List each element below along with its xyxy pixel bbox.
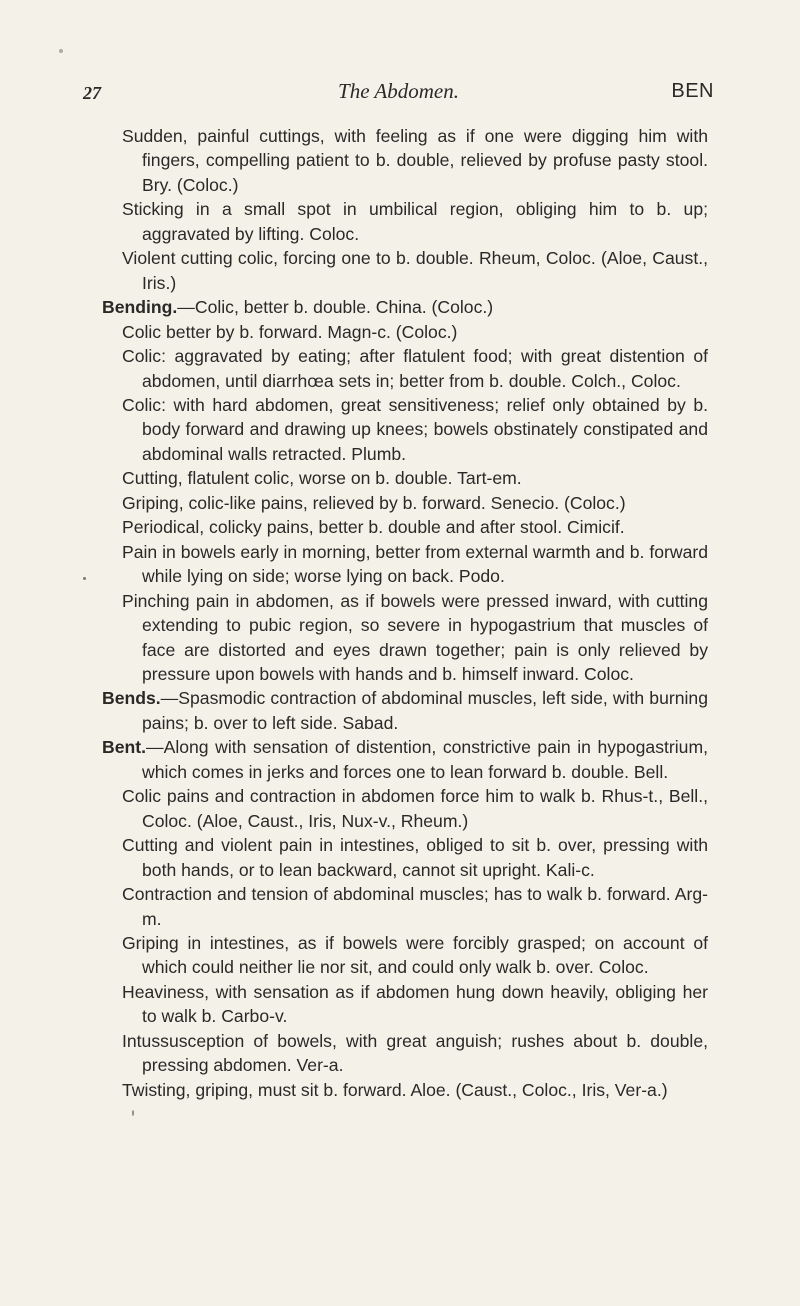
heading-entry xyxy=(102,295,708,319)
entry xyxy=(122,344,708,393)
entry xyxy=(122,320,708,344)
entry-text: —Along with sensation of distention, constrictive pain in hypogastrium, which comes in jerks and forces one to lean forward b. double. Bell. xyxy=(142,737,708,782)
entry xyxy=(122,1078,708,1102)
page-number: 27 xyxy=(83,83,101,103)
heading-entry xyxy=(102,735,708,784)
entry-text: Heaviness, with sensation as if abdomen hung down heavily, obliging her to walk b. Carbo-v. xyxy=(122,981,708,1027)
entry-text: Pinching pain in abdomen, as if bowels were pressed inward, with cutting extending to pubic region, so severe in hypogastrium that muscles of face are distorted and eyes drawn together; pain is only relieved by pressure upon bowels with hands and b. himself inward. Coloc. xyxy=(122,590,708,684)
entry-text: Sudden, painful cuttings, with feeling as if one were digging him with fingers, compelling patient to b. double, relieved by profuse pasty stool. Bry. (Coloc.) xyxy=(122,126,708,195)
entry-keyword: Bending. xyxy=(102,297,178,318)
entry xyxy=(122,1029,708,1078)
heading-entry xyxy=(102,686,708,735)
entry-text: Periodical, colicky pains, better b. double and after stool. Cimicif. xyxy=(122,517,625,538)
entry xyxy=(122,882,708,931)
entry-text: Sticking in a small spot in umbilical region, obliging him to b. up; aggravated by lifting. Coloc. xyxy=(122,199,708,244)
entry-list xyxy=(102,124,708,1102)
entry xyxy=(122,393,708,466)
entry-text: Griping, colic-like pains, relieved by b. forward. Senecio. (Coloc.) xyxy=(122,492,626,513)
running-header xyxy=(83,76,714,106)
entry xyxy=(122,491,708,515)
entry xyxy=(122,980,708,1029)
entry xyxy=(122,124,708,197)
entry-text: Twisting, griping, must sit b. forward. Aloe. (Caust., Coloc., Iris, Ver-a.) xyxy=(122,1079,668,1100)
entry-text: Violent cutting colic, forcing one to b. double. Rheum, Coloc. (Aloe, Caust., Iris.) xyxy=(122,248,708,293)
entry-keyword: Bent. xyxy=(102,737,146,758)
running-word: BEN xyxy=(671,80,714,102)
entry xyxy=(122,540,708,589)
entry-text: Intussusception of bowels, with great anguish; rushes about b. double, pressing abdomen. Ver-a. xyxy=(122,1030,708,1076)
entry xyxy=(122,784,708,833)
entry xyxy=(122,589,708,687)
entry-text: —Colic, better b. double. China. (Coloc.) xyxy=(177,297,494,318)
entry xyxy=(122,466,708,490)
entry-text: Pain in bowels early in morning, better from external warmth and b. forward while lying on side; worse lying on back. Podo. xyxy=(122,541,708,587)
entry xyxy=(122,931,708,980)
entry-text: —Spasmodic contraction of abdominal muscles, left side, with burning pains; b. over to left side. Sabad. xyxy=(142,688,708,733)
entry-keyword: Bends. xyxy=(102,688,161,709)
ink-speck xyxy=(132,1110,134,1116)
ink-speck xyxy=(83,577,86,580)
entry xyxy=(122,515,708,539)
ink-speck xyxy=(59,49,63,53)
entry-text: Cutting and violent pain in intestines, obliged to sit b. over, pressing with both hands, or to lean backward, cannot sit upright. Kali-c. xyxy=(122,835,708,880)
entry xyxy=(122,246,708,295)
entry-text: Contraction and tension of abdominal muscles; has to walk b. forward. Arg-m. xyxy=(122,884,708,929)
entry-text: Colic: with hard abdomen, great sensitiveness; relief only obtained by b. body forward and drawing up knees; bowels obstinately constipated and abdominal walls retracted. Plumb. xyxy=(122,394,708,464)
entry-text: Cutting, flatulent colic, worse on b. double. Tart-em. xyxy=(122,468,522,489)
entry-text: Colic pains and contraction in abdomen force him to walk b. Rhus-t., Bell., Coloc. (Aloe, Caust., Iris, Nux-v., Rheum.) xyxy=(122,786,708,831)
entry xyxy=(122,833,708,882)
entry-text: Griping in intestines, as if bowels were forcibly grasped; on account of which could neither lie nor sit, and could only walk b. over. Coloc. xyxy=(122,932,708,978)
entry-text: Colic better by b. forward. Magn-c. (Coloc.) xyxy=(122,321,458,342)
entry xyxy=(122,197,708,246)
running-title: The Abdomen. xyxy=(338,79,459,103)
entry-text: Colic: aggravated by eating; after flatulent food; with great distention of abdomen, until diarrhœa sets in; better from b. double. Colch., Coloc. xyxy=(122,346,708,391)
